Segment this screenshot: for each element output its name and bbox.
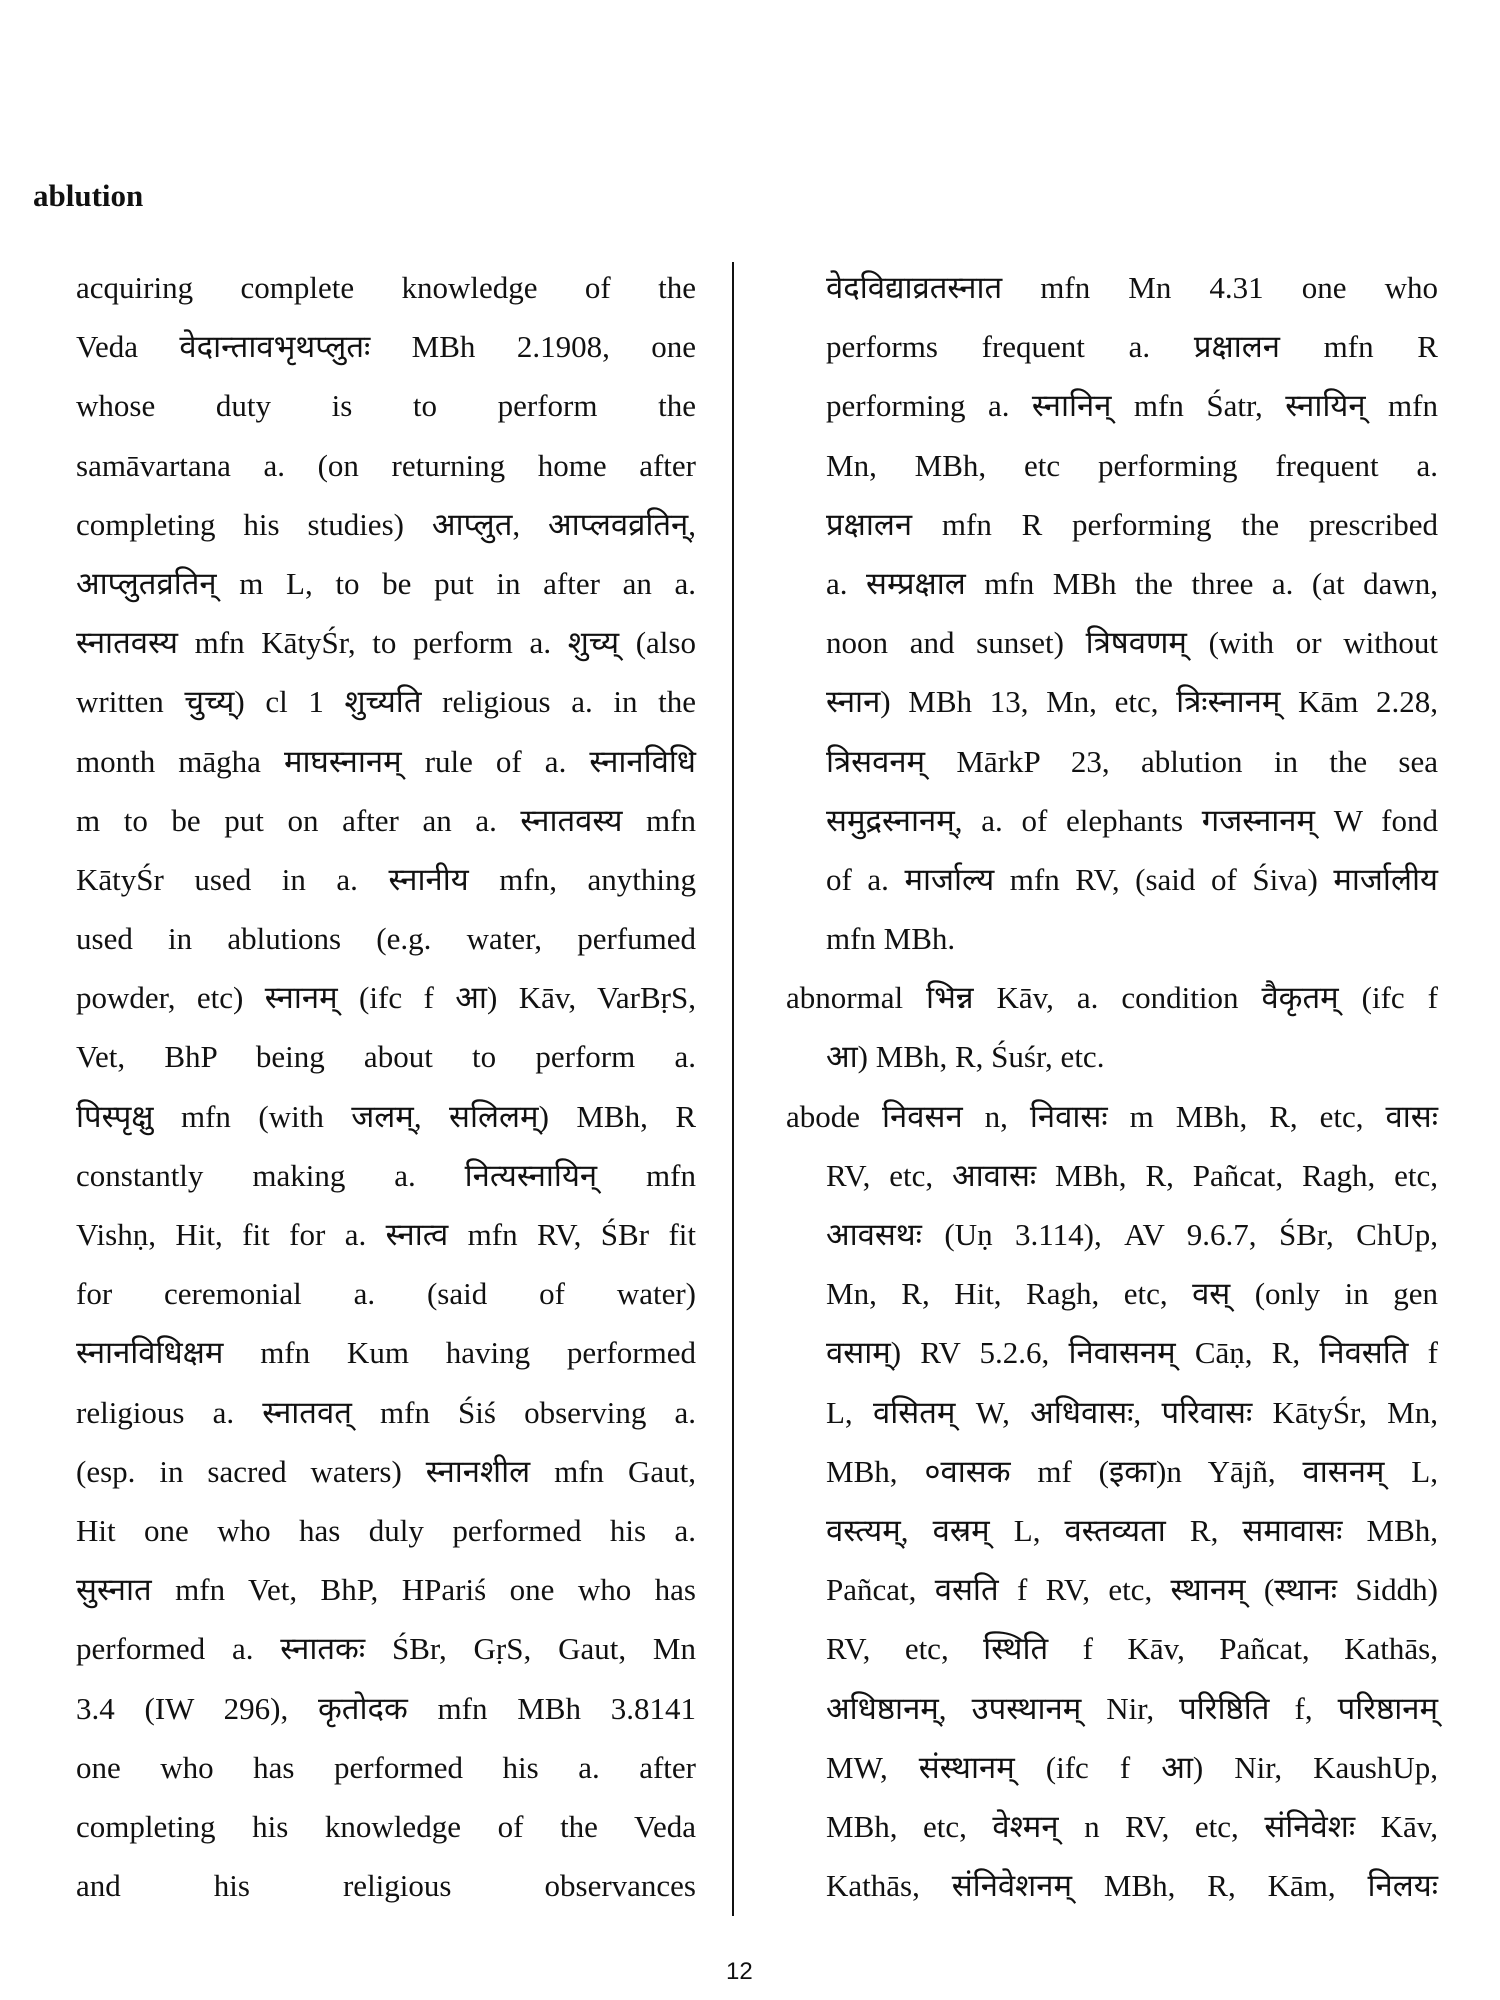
- left-line: Veda वेदान्तावभृथप्लुतः MBh 2.1908, one: [76, 329, 696, 365]
- right-line: MBh, etc, वेश्मन् n RV, etc, संनिवेशः Kāv,: [826, 1808, 1438, 1844]
- right-line: of a. मार्जाल्य mfn RV, (said of Śiva) मार्जालीय: [826, 861, 1438, 897]
- right-line: a. सम्प्रक्षाल mfn MBh the three a. (at dawn,: [826, 565, 1438, 601]
- right-line: आवसथः (Uṇ 3.114), AV 9.6.7, ŚBr, ChUp,: [826, 1217, 1438, 1252]
- right-line: RV, etc, स्थिति f Kāv, Pañcat, Kathās,: [826, 1631, 1438, 1667]
- right-line: performs frequent a. प्रक्षालन mfn R: [826, 329, 1438, 365]
- left-line: and his religious observances: [76, 1868, 696, 1904]
- left-line: constantly making a. नित्यस्नायिन् mfn: [76, 1157, 696, 1193]
- column-divider: [732, 262, 734, 1916]
- right-line: noon and sunset) त्रिषवणम् (with or without: [826, 625, 1438, 661]
- left-line: performed a. स्नातकः ŚBr, GṛS, Gaut, Mn: [76, 1631, 696, 1667]
- right-line: समुद्रस्नानम्, a. of elephants गजस्नानम् W fond: [826, 802, 1438, 838]
- right-line: वस्त्यम्, वस्रम् L, वस्तव्यता R, समावासः MBh,: [826, 1512, 1438, 1548]
- left-line: Vet, BhP being about to perform a.: [76, 1039, 696, 1075]
- right-line: Mn, R, Hit, Ragh, etc, वस् (only in gen: [826, 1276, 1438, 1312]
- left-line: completing his knowledge of the Veda: [76, 1808, 696, 1844]
- left-line: for ceremonial a. (said of water): [76, 1276, 696, 1312]
- right-line: MW, संस्थानम् (ifc f आ) Nir, KaushUp,: [826, 1749, 1438, 1785]
- left-line: (esp. in sacred waters) स्नानशील mfn Gaut,: [76, 1453, 696, 1489]
- right-line: Kathās, संनिवेशनम् MBh, R, Kām, निलयः: [826, 1868, 1438, 1904]
- right-line: Pañcat, वसति f RV, etc, स्थानम् (स्थानः Siddh): [826, 1572, 1438, 1608]
- right-line: MBh, ०वासक mf (इका)n Yājñ, वासनम् L,: [826, 1453, 1438, 1489]
- right-line: Mn, MBh, etc performing frequent a.: [826, 447, 1438, 483]
- left-line: KātyŚr used in a. स्नानीय mfn, anything: [76, 861, 696, 897]
- right-line: mfn MBh.: [826, 921, 956, 957]
- right-line: आ) MBh, R, Śuśr, etc.: [826, 1039, 1105, 1075]
- left-line: स्नातवस्य mfn KātyŚr, to perform a. शुच्य् (also: [76, 625, 696, 661]
- left-line: used in ablutions (e.g. water, perfumed: [76, 921, 696, 957]
- right-line: performing a. स्नानिन् mfn Śatr, स्नायिन् mfn: [826, 388, 1438, 424]
- right-line: त्रिसवनम् MārkP 23, ablution in the sea: [826, 743, 1438, 779]
- left-line: religious a. स्नातवत् mfn Śiś observing a.: [76, 1394, 696, 1430]
- left-line: Hit one who has duly performed his a.: [76, 1512, 696, 1548]
- right-column: [786, 258, 1438, 1915]
- left-column: [76, 258, 696, 1915]
- right-line: स्नान) MBh 13, Mn, etc, त्रिःस्नानम् Kām 2.28,: [826, 684, 1438, 720]
- right-line: अधिष्ठानम्, उपस्थानम् Nir, परिष्ठिति f, परिष्ठानम्: [826, 1690, 1438, 1726]
- right-line: RV, etc, आवासः MBh, R, Pañcat, Ragh, etc,: [826, 1157, 1438, 1193]
- left-line: powder, etc) स्नानम् (ifc f आ) Kāv, VarBṛS,: [76, 980, 696, 1016]
- left-line: 3.4 (IW 296), कृतोदक mfn MBh 3.8141: [76, 1690, 696, 1726]
- left-line: one who has performed his a. after: [76, 1749, 696, 1785]
- page-number: 12: [726, 1958, 753, 1985]
- left-line: samāvartana a. (on returning home after: [76, 447, 696, 483]
- left-line: स्नानविधिक्षम mfn Kum having performed: [76, 1335, 696, 1371]
- left-line: पिस्पृक्षु mfn (with जलम्, सलिलम्) MBh, R: [76, 1098, 696, 1134]
- right-line: वेदविद्याव्रतस्नात mfn Mn 4.31 one who: [826, 270, 1438, 305]
- right-line: प्रक्षालन mfn R performing the prescribed: [826, 506, 1438, 542]
- entry-line-abnormal: abnormal भिन्न Kāv, a. condition वैकृतम् (ifc f: [786, 980, 1438, 1016]
- left-line: month māgha माघस्नानम् rule of a. स्नानविधि: [76, 743, 696, 779]
- left-line: सुस्नात mfn Vet, BhP, HPariś one who has: [76, 1572, 696, 1608]
- left-line: आप्लुतव्रतिन् m L, to be put in after an a.: [76, 565, 696, 601]
- left-line: m to be put on after an a. स्नातवस्य mfn: [76, 802, 696, 838]
- right-line: L, वसितम् W, अधिवासः, परिवासः KātyŚr, Mn,: [826, 1394, 1438, 1430]
- entry-headword: ablution: [33, 178, 144, 213]
- entry-line-abode: abode निवसन n, निवासः m MBh, R, etc, वासः: [786, 1098, 1438, 1134]
- left-line: whose duty is to perform the: [76, 388, 696, 424]
- right-line: वसाम्) RV 5.2.6, निवासनम् Cāṇ, R, निवसति f: [826, 1335, 1438, 1371]
- left-line: completing his studies) आप्लुत, आप्लवव्रतिन्,: [76, 506, 696, 542]
- left-line: written चुच्य्) cl 1 शुच्यति religious a. in the: [76, 684, 696, 720]
- left-line: acquiring complete knowledge of the: [76, 270, 696, 305]
- left-line: Vishṇ, Hit, fit for a. स्नात्व mfn RV, ŚBr fit: [76, 1217, 696, 1252]
